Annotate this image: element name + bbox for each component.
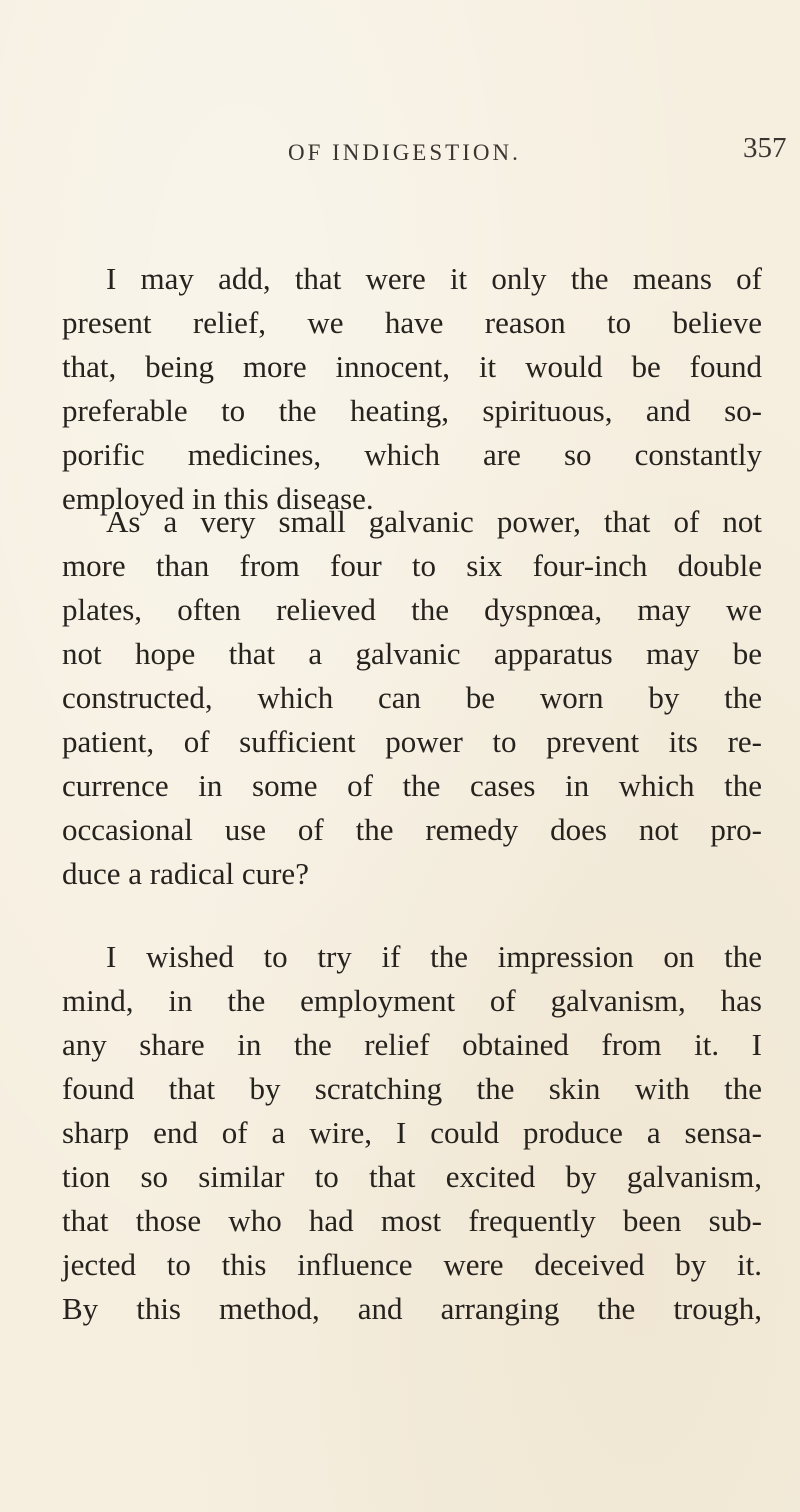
text-line: plates, often relieved the dyspnœa, may we (62, 592, 762, 627)
text-line: By this method, and arranging the trough, (62, 1291, 762, 1326)
text-line: occasional use of the remedy does not pro- (62, 812, 762, 847)
text-line: any share in the relief obtained from it. I (62, 1027, 762, 1062)
text-line: employed in this disease. (62, 481, 374, 516)
text-line: I may add, that were it only the means of (106, 261, 762, 296)
text-line: that, being more innocent, it would be found (62, 349, 762, 384)
text-line: patient, of sufficient power to prevent its re- (62, 724, 762, 759)
running-head: OF INDIGESTION. (288, 140, 521, 165)
text-line: As a very small galvanic power, that of not (106, 504, 762, 539)
paragraph-2 (62, 500, 762, 896)
text-line: sharp end of a wire, I could produce a sensa- (62, 1115, 762, 1150)
text-line: mind, in the employment of galvanism, has (62, 983, 762, 1018)
text-line: jected to this influence were deceived by it. (62, 1247, 762, 1282)
text-line: I wished to try if the impression on the (106, 939, 762, 974)
text-line: not hope that a galvanic apparatus may be (62, 636, 762, 671)
text-line: porific medicines, which are so constantly (62, 437, 762, 472)
text-line: tion so similar to that excited by galvanism, (62, 1159, 762, 1194)
text-line: constructed, which can be worn by the (62, 680, 762, 715)
text-line: more than from four to six four-inch double (62, 548, 762, 583)
page-number: 357 (743, 132, 787, 164)
text-line: that those who had most frequently been sub- (62, 1203, 762, 1238)
text-line: duce a radical cure? (62, 856, 309, 891)
text-line: present relief, we have reason to believe (62, 305, 762, 340)
text-line: preferable to the heating, spirituous, and so- (62, 393, 762, 428)
text-line: found that by scratching the skin with the (62, 1071, 762, 1106)
paragraph-1 (62, 257, 762, 521)
text-line: currence in some of the cases in which the (62, 768, 762, 803)
paragraph-3 (62, 935, 762, 1331)
